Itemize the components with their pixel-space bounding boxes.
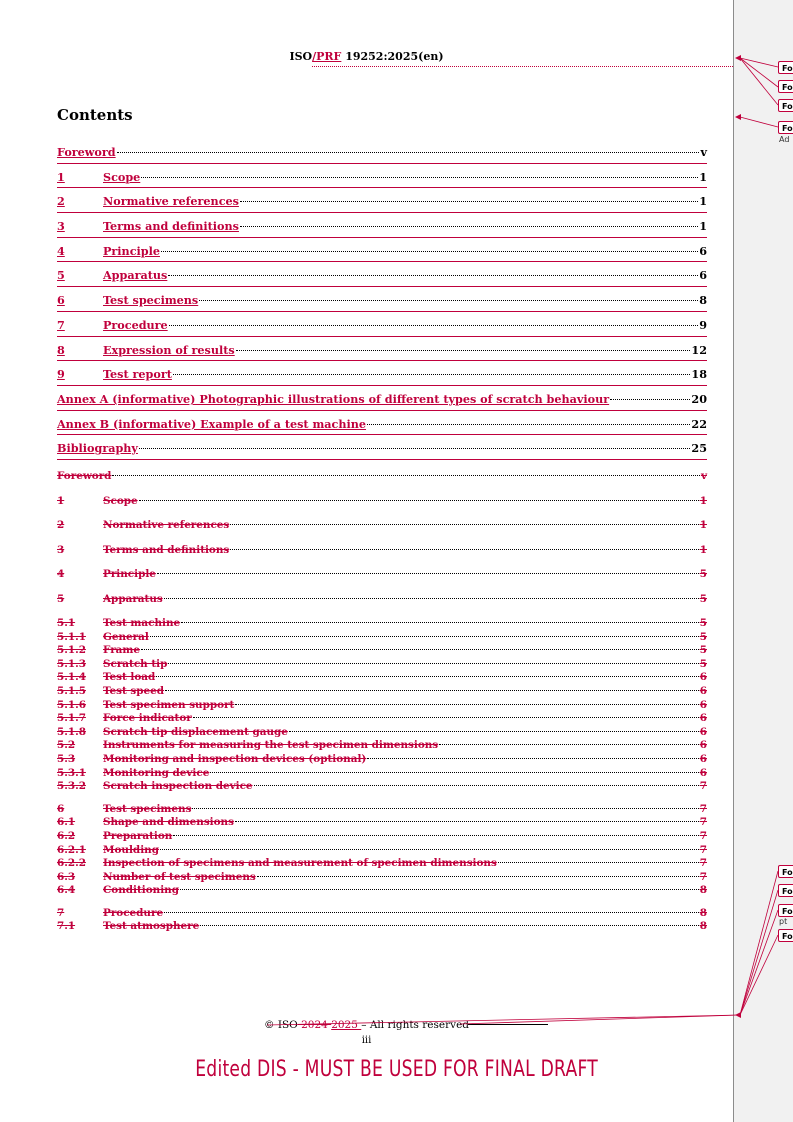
toc-dot-leader (192, 808, 698, 809)
toc-deleted (57, 470, 707, 934)
toc-entry-number: 1 (57, 494, 65, 507)
toc-entry[interactable] (57, 318, 707, 343)
toc-entry[interactable] (57, 392, 707, 417)
toc-entry-title: Test machine (103, 617, 181, 629)
toc-entry[interactable] (57, 244, 707, 269)
toc-dot-leader (367, 758, 698, 759)
toc-entry[interactable] (57, 780, 707, 794)
toc-entry-page: 6 (699, 268, 707, 283)
toc-entry[interactable] (57, 830, 707, 844)
toc-entry-page: 20 (691, 391, 707, 406)
toc-entry-title: Frame (103, 644, 141, 657)
toc-entry-title: Force indicator (103, 712, 192, 725)
toc-entry-page: 5 (699, 617, 707, 629)
toc-entry-number: 5.2 (57, 739, 76, 752)
toc-dot-leader (168, 663, 698, 664)
toc-entry-number: 3 (57, 219, 65, 234)
footer-inserted-year: 2025 (331, 1019, 362, 1031)
toc-entry-title: Monitoring device (103, 766, 210, 779)
toc-entry-page: 7 (699, 802, 707, 815)
toc-entry-title: Normative references (103, 194, 239, 209)
toc-dot-leader (254, 785, 699, 786)
toc-entry-number: 5.1.7 (57, 712, 86, 725)
toc-entry-page: 8 (699, 920, 707, 933)
toc-entry-title: Scratch inspection device (103, 780, 253, 793)
toc-dot-leader (235, 821, 699, 822)
toc-entry-title: Monitoring and inspection devices (optional) (103, 752, 367, 765)
comment-label: Fo (782, 102, 793, 111)
toc-entry[interactable] (57, 293, 707, 318)
toc-entry-page: 6 (699, 739, 707, 752)
comment-balloon[interactable] (778, 884, 793, 897)
toc-dot-leader (230, 524, 699, 525)
toc-entry-page: v (700, 145, 707, 159)
comment-label: Fo (782, 887, 793, 896)
comment-balloon[interactable] (778, 865, 793, 878)
toc-entry-page: 1 (699, 519, 707, 531)
watermark: Edited DIS - MUST BE USED FOR FINAL DRAFT (195, 1057, 598, 1082)
toc-entry-title: Annex B (informative) Example of a test machine (57, 416, 367, 431)
toc-dot-leader (289, 731, 699, 732)
toc-entry-number: 5 (57, 268, 65, 283)
toc-entry-number: 4 (57, 243, 65, 258)
toc-entry[interactable] (57, 907, 707, 921)
toc-entry[interactable] (57, 803, 707, 817)
toc-entry-title: Expression of results (103, 342, 235, 357)
toc-dot-leader (164, 598, 699, 599)
toc-entry-title: Scope (103, 494, 138, 507)
toc-dot-leader (210, 772, 698, 773)
toc-entry-title: Number of test specimens (103, 870, 256, 883)
footer-prefix: © ISO (263, 1019, 298, 1031)
toc-dot-leader (439, 744, 699, 745)
toc-entry-page: 9 (699, 317, 707, 332)
toc-entry-title: Test speed (103, 684, 165, 697)
toc-dot-leader (161, 251, 698, 252)
toc-entry-number: 6.2.1 (57, 843, 86, 856)
toc-entry-page: 5 (699, 657, 707, 670)
comment-margin-pane (733, 0, 793, 1122)
toc-entry[interactable] (57, 844, 707, 858)
toc-entry-title: Scratch tip (103, 657, 168, 670)
toc-entry-title: Normative references (103, 519, 230, 531)
toc-dot-leader (150, 636, 699, 637)
toc-entry-title: Preparation (103, 829, 173, 842)
toc-entry-page: 6 (699, 766, 707, 779)
toc-entry-number: 8 (57, 342, 65, 357)
toc-entry-page: 6 (699, 752, 707, 765)
toc-entry[interactable] (57, 268, 707, 293)
toc-entry[interactable] (57, 631, 707, 645)
comment-label: Fo (782, 932, 793, 941)
toc-entry-number: 6.2 (57, 829, 76, 842)
toc-entry[interactable] (57, 544, 707, 569)
toc-dot-leader (240, 201, 698, 202)
toc-entry[interactable] (57, 884, 707, 898)
toc-entry-title: Procedure (103, 317, 168, 332)
toc-entry-page: 5 (699, 568, 707, 580)
header-suffix: 19252:2025(en) (341, 50, 444, 63)
toc-inserted (57, 145, 707, 466)
toc-entry-number: 5.1.4 (57, 671, 86, 684)
toc-dot-leader (164, 912, 699, 913)
toc-entry[interactable] (57, 219, 707, 244)
toc-entry-number: 5.1.6 (57, 698, 86, 711)
page-footer (0, 1019, 733, 1031)
toc-dot-leader (139, 500, 699, 501)
toc-entry-number: 2 (57, 519, 65, 531)
toc-entry[interactable] (57, 767, 707, 781)
toc-entry-title: Test specimen support (103, 698, 235, 711)
toc-entry-title: Procedure (103, 906, 164, 919)
toc-dot-leader (157, 573, 699, 574)
comment-balloon[interactable] (778, 121, 793, 134)
toc-entry-number: 6.1 (57, 816, 76, 829)
toc-entry-title: Bibliography (57, 441, 138, 456)
toc-entry-page: 8 (699, 884, 707, 897)
toc-entry-page: 22 (691, 416, 707, 431)
toc-entry[interactable] (57, 519, 707, 544)
toc-entry-title: Terms and definitions (103, 543, 230, 556)
toc-dot-leader (173, 835, 698, 836)
toc-entry-page: 5 (699, 644, 707, 657)
toc-entry-title: Test specimens (103, 293, 199, 308)
footer-rule (468, 1024, 548, 1025)
toc-entry-page: 6 (699, 671, 707, 684)
toc-entry-title: Scope (103, 169, 141, 184)
toc-entry[interactable] (57, 816, 707, 830)
page-number: iii (361, 1035, 372, 1046)
toc-dot-leader (169, 325, 699, 326)
comment-label: Fo (782, 83, 793, 92)
toc-entry-page: 1 (699, 543, 707, 556)
toc-entry-page: 5 (699, 592, 707, 605)
toc-dot-leader (235, 704, 698, 705)
toc-entry-page: 7 (699, 816, 707, 829)
toc-entry[interactable] (57, 871, 707, 885)
toc-dot-leader (200, 925, 699, 926)
toc-entry[interactable] (57, 726, 707, 740)
comment-balloon[interactable] (778, 61, 793, 74)
toc-entry[interactable] (57, 685, 707, 699)
toc-dot-leader (193, 717, 699, 718)
toc-entry-number: 4 (57, 568, 65, 580)
toc-entry[interactable] (57, 495, 707, 520)
toc-dot-leader (168, 275, 698, 276)
toc-dot-leader (141, 177, 698, 178)
toc-entry-page: 7 (699, 829, 707, 842)
toc-entry[interactable] (57, 671, 707, 685)
toc-entry-page: 6 (699, 684, 707, 697)
toc-entry-page: 18 (691, 367, 707, 382)
toc-dot-leader (117, 152, 700, 153)
toc-dot-leader (240, 226, 698, 227)
toc-entry-page: 12 (691, 342, 707, 357)
toc-spacer (57, 898, 707, 907)
toc-entry-number: 7 (57, 317, 65, 332)
toc-entry[interactable] (57, 857, 707, 871)
toc-entry-number: 2 (57, 194, 65, 209)
comment-label: Fo (782, 868, 793, 877)
toc-entry[interactable] (57, 343, 707, 368)
toc-entry[interactable] (57, 568, 707, 593)
toc-entry-page: 5 (699, 630, 707, 643)
toc-entry[interactable] (57, 417, 707, 442)
toc-dot-leader (139, 448, 691, 449)
toc-entry-title: Foreword (57, 145, 116, 159)
comment-balloon[interactable] (778, 929, 793, 942)
toc-dot-leader (610, 399, 690, 400)
toc-entry-title: Foreword (57, 470, 112, 482)
toc-entry-number: 5.3.2 (57, 780, 86, 793)
toc-entry-page: 7 (699, 843, 707, 856)
toc-entry-title: Test load (103, 671, 156, 684)
toc-entry-page: 7 (699, 857, 707, 870)
toc-entry-number: 5.3.1 (57, 766, 86, 779)
toc-entry-title: Scratch tip displacement gauge (103, 725, 288, 738)
toc-entry-title: Test report (103, 367, 172, 382)
toc-entry[interactable] (57, 739, 707, 753)
comment-note: pt (779, 917, 788, 926)
toc-entry-title: Instruments for measuring the test specimen dimensions (103, 739, 439, 752)
toc-dot-leader (112, 475, 700, 476)
toc-entry[interactable] (57, 593, 707, 618)
toc-entry-number: 5 (57, 592, 65, 605)
toc-dot-leader (173, 374, 691, 375)
contents-heading: Contents (57, 106, 133, 124)
toc-entry[interactable] (57, 617, 707, 631)
toc-entry-page: 1 (699, 169, 707, 184)
toc-entry-title: Inspection of specimens and measurement of specimen dimensions (103, 857, 497, 870)
toc-entry-number: 5.3 (57, 752, 76, 765)
toc-entry-title: Annex A (informative) Photographic illustrations of different types of scratch behaviour (57, 391, 610, 406)
toc-entry-page: 6 (699, 698, 707, 711)
toc-entry[interactable] (57, 644, 707, 658)
toc-entry[interactable] (57, 170, 707, 195)
toc-entry-page: 7 (699, 870, 707, 883)
comment-balloon[interactable] (778, 80, 793, 93)
toc-entry-number: 9 (57, 367, 65, 382)
toc-dot-leader (230, 549, 698, 550)
comment-balloon[interactable] (778, 904, 793, 917)
toc-entry-number: 5.1.1 (57, 630, 86, 643)
toc-entry-title: Apparatus (103, 592, 163, 605)
toc-dot-leader (257, 876, 699, 877)
toc-entry-page: 25 (691, 441, 707, 456)
toc-entry-page: 7 (699, 780, 707, 793)
toc-entry-title: Terms and definitions (103, 219, 239, 234)
toc-dot-leader (236, 350, 691, 351)
toc-entry-title: Test specimens (103, 802, 192, 815)
toc-entry-page: 1 (699, 194, 707, 209)
toc-entry-page: 6 (699, 243, 707, 258)
toc-entry[interactable] (57, 658, 707, 672)
toc-entry-title: Apparatus (103, 268, 168, 283)
toc-dot-leader (180, 889, 699, 890)
header-prefix: ISO (289, 50, 313, 63)
toc-entry-number: 6 (57, 293, 65, 308)
comment-balloon[interactable] (778, 99, 793, 112)
toc-entry[interactable] (57, 194, 707, 219)
toc-entry-page: 1 (699, 219, 707, 234)
toc-entry-number: 5.1.2 (57, 644, 86, 657)
toc-dot-leader (165, 690, 699, 691)
toc-entry[interactable] (57, 920, 707, 934)
toc-entry-title: Shape and dimensions (103, 816, 234, 829)
header-link-line (312, 66, 733, 67)
footer-suffix: – All rights reserved (361, 1019, 470, 1031)
toc-spacer (57, 794, 707, 803)
toc-entry-number: 5.1.5 (57, 684, 86, 697)
toc-entry-number: 6.2.2 (57, 857, 86, 870)
toc-entry-number: 5.1.3 (57, 657, 86, 670)
toc-entry-title: Conditioning (103, 884, 179, 897)
page-header (0, 50, 733, 63)
toc-entry-title: Principle (103, 243, 160, 258)
toc-entry-number: 5.1.8 (57, 725, 86, 738)
toc-entry-page: 8 (699, 293, 707, 308)
toc-entry-title: General (103, 630, 149, 643)
toc-dot-leader (367, 424, 690, 425)
comment-label: Fo (782, 907, 793, 916)
toc-entry-number: 6 (57, 802, 65, 815)
toc-entry-title: Moulding (103, 843, 159, 856)
toc-entry[interactable] (57, 753, 707, 767)
toc-entry[interactable] (57, 470, 707, 495)
header-inserted: /PRF (312, 50, 342, 63)
toc-dot-leader (160, 849, 699, 850)
toc-entry[interactable] (57, 145, 707, 170)
toc-entry-title: Principle (103, 568, 156, 580)
toc-dot-leader (498, 862, 699, 863)
toc-entry-page: v (700, 470, 707, 482)
toc-entry[interactable] (57, 367, 707, 392)
toc-entry-number: 6.3 (57, 870, 76, 883)
toc-entry-page: 6 (699, 725, 707, 738)
toc-entry[interactable] (57, 699, 707, 713)
toc-dot-leader (181, 622, 699, 623)
comment-note: Ad (779, 135, 790, 144)
toc-entry-number: 5.1 (57, 617, 76, 629)
toc-entry-number: 1 (57, 169, 65, 184)
toc-dot-leader (199, 300, 698, 301)
toc-entry-title: Test atmosphere (103, 920, 200, 933)
toc-entry-number: 3 (57, 543, 65, 556)
toc-entry-number: 6.4 (57, 884, 76, 897)
toc-entry-number: 7 (57, 906, 65, 919)
toc-entry-page: 6 (699, 712, 707, 725)
comment-label: Fo (782, 124, 793, 133)
toc-dot-leader (156, 676, 698, 677)
toc-entry[interactable] (57, 712, 707, 726)
toc-dot-leader (141, 649, 699, 650)
footer-deleted-year: 2024 (297, 1019, 332, 1031)
toc-entry[interactable] (57, 441, 707, 466)
toc-entry-page: 8 (699, 906, 707, 919)
toc-entry-page: 1 (699, 494, 707, 507)
comment-label: Fo (782, 64, 793, 73)
toc-entry-number: 7.1 (57, 920, 76, 933)
